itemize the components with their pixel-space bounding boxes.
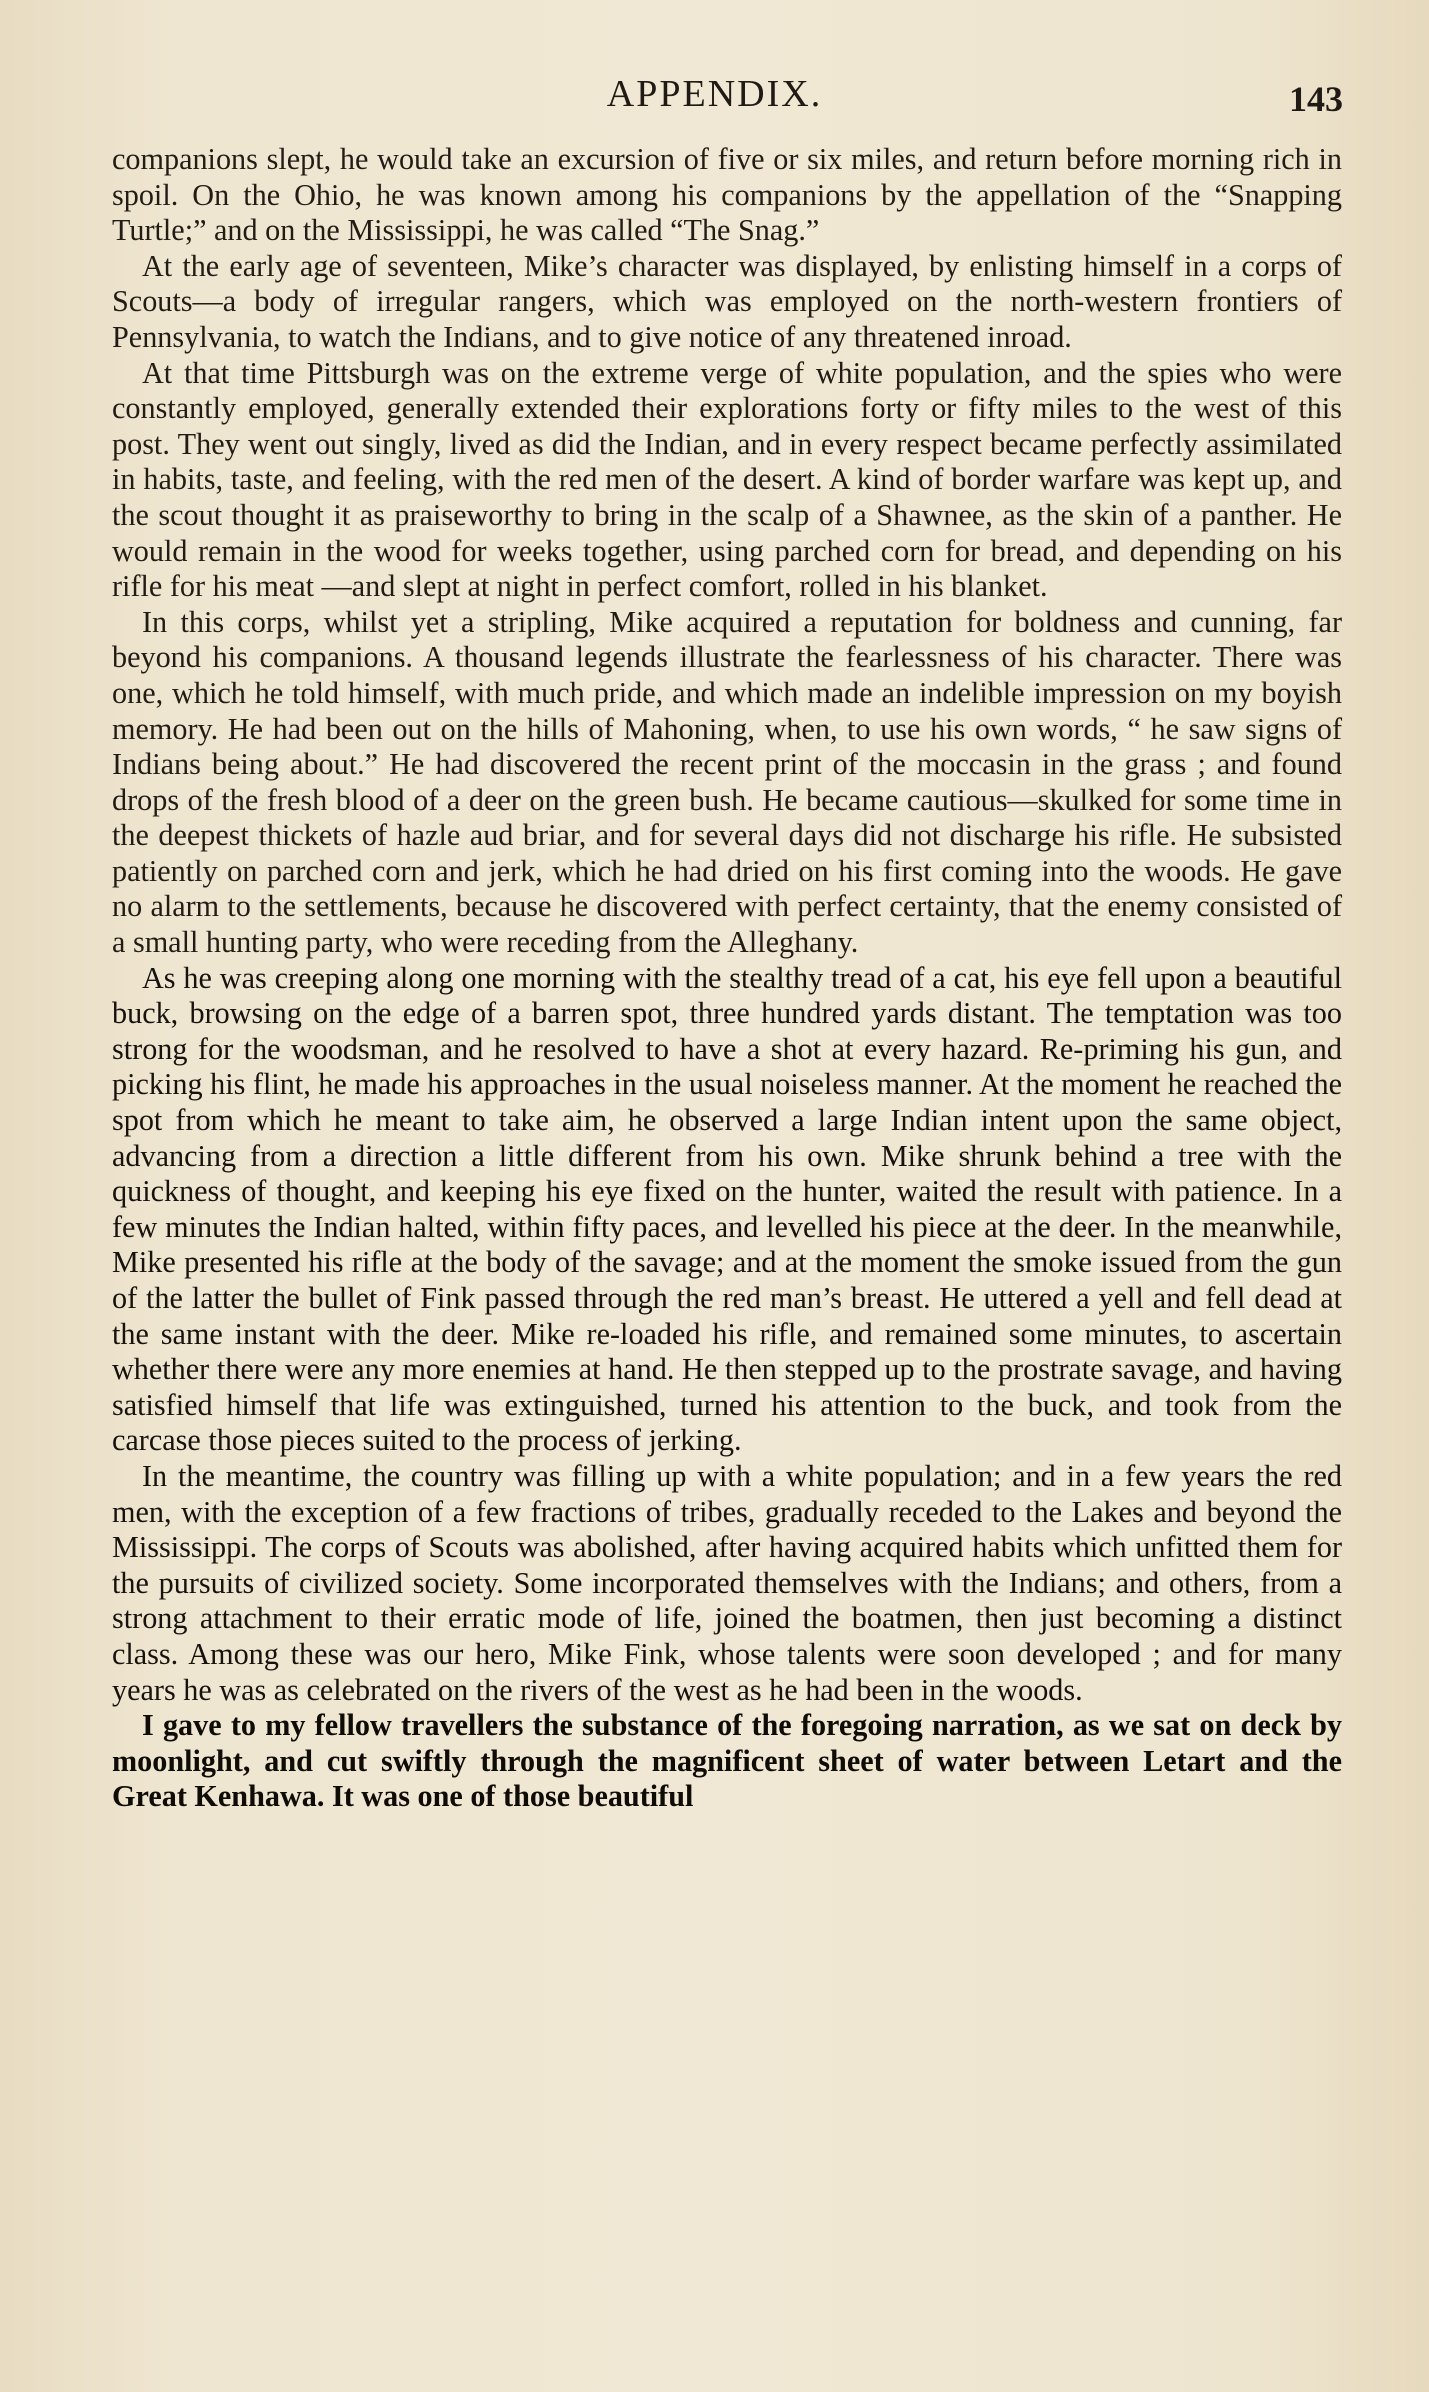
page-number: 143 <box>1289 79 1343 119</box>
paragraph-meantime: In the meantime, the country was filling up with a white population; and in a few years the red men, with the exception of a few fractions of tribes, gradually receded to the Lakes and beyond the Mississippi. The corps of Scouts was abolished, after having acquired habits which unfitted them for the pursuits of civilized society. Some incorporated themselves with the Indians; and others, from a strong attachment to their erratic mode of life, joined the boatmen, then just becoming a distinct class. Among these was our hero, Mike Fink, whose talents were soon developed ; and for many years he was as celebrated on the rivers of the west as he had been in the woods. <box>112 1458 1342 1707</box>
paragraph-continuation: companions slept, he would take an excursion of five or six miles, and return before morning rich in spoil. On the Ohio, he was known among his companions by the appellation of the “Snapping Turtle;” and on the Mississippi, he was called “The Snag.” <box>112 142 1342 248</box>
running-head <box>0 72 1429 132</box>
paragraph-buck: As he was creeping along one morning with the stealthy tread of a cat, his eye fell upon a beautiful buck, browsing on the edge of a barren spot, three hundred yards distant. The temptation was too strong for the woodsman, and he resolved to have a shot at every hazard. Re-priming his gun, and picking his flint, he made his approaches in the usual noiseless manner. At the moment he reached the spot from which he meant to take aim, he observed a large Indian intent upon the same object, advancing from a direction a little different from his own. Mike shrunk behind a tree with the quickness of thought, and keeping his eye fixed on the hunter, waited the result with patience. In a few minutes the Indian halted, within fifty paces, and levelled his piece at the deer. In the meanwhile, Mike presented his rifle at the body of the savage; and at the moment the smoke issued from the gun of the latter the bullet of Fink passed through the red man’s breast. He uttered a yell and fell dead at the same instant with the deer. Mike re-loaded his rifle, and remained some minutes, to ascertain whether there were any more enemies at hand. He then stepped up to the prostrate savage, and having satisfied himself that life was extinguished, turned his attention to the buck, and took from the carcase those pieces suited to the process of jerking. <box>112 960 1342 1458</box>
page-header-title: APPENDIX. <box>606 73 823 115</box>
paragraph-corps: In this corps, whilst yet a stripling, Mike acquired a reputation for boldness and cunning, far beyond his companions. A thousand legends illustrate the fearlessness of his character. There was one, which he told himself, with much pride, and which made an indelible impression on my boyish memory. He had been out on the hills of Mahoning, when, to use his own words, “ he saw signs of Indians being about.” He had discovered the recent print of the moccasin in the grass ; and found drops of the fresh blood of a deer on the green bush. He became cautious—skulked for some time in the deepest thickets of hazle aud briar, and for several days did not discharge his rifle. He subsisted patiently on parched corn and jerk, which he had dried on his first coming into the woods. He gave no alarm to the settlements, because he discovered with perfect certainty, that the enemy consisted of a small hunting party, who were receding from the Alleghany. <box>112 604 1342 960</box>
paragraph-early-age: At the early age of seventeen, Mike’s character was displayed, by enlisting himself in a corps of Scouts—a body of irregular rangers, which was employed on the north-western frontiers of Pennsylvania, to watch the Indians, and to give notice of any threatened inroad. <box>112 248 1342 354</box>
body-text <box>112 142 1342 1815</box>
paragraph-fellow-travellers: I gave to my fellow travellers the substance of the foregoing narration, as we sat on deck by moonlight, and cut swiftly through the magnificent sheet of water between Letart and the Great Kenhawa. It was one of those beautiful <box>112 1708 1342 1814</box>
paragraph-pittsburgh: At that time Pittsburgh was on the extreme verge of white population, and the spies who were constantly employed, generally extended their explorations forty or fifty miles to the west of this post. They went out singly, lived as did the Indian, and in every respect became perfectly assimilated in habits, taste, and feeling, with the red men of the desert. A kind of border warfare was kept up, and the scout thought it as praiseworthy to bring in the scalp of a Shawnee, as the skin of a panther. He would remain in the wood for weeks together, using parched corn for bread, and depending on his rifle for his meat —and slept at night in perfect comfort, rolled in his blanket. <box>112 355 1342 604</box>
